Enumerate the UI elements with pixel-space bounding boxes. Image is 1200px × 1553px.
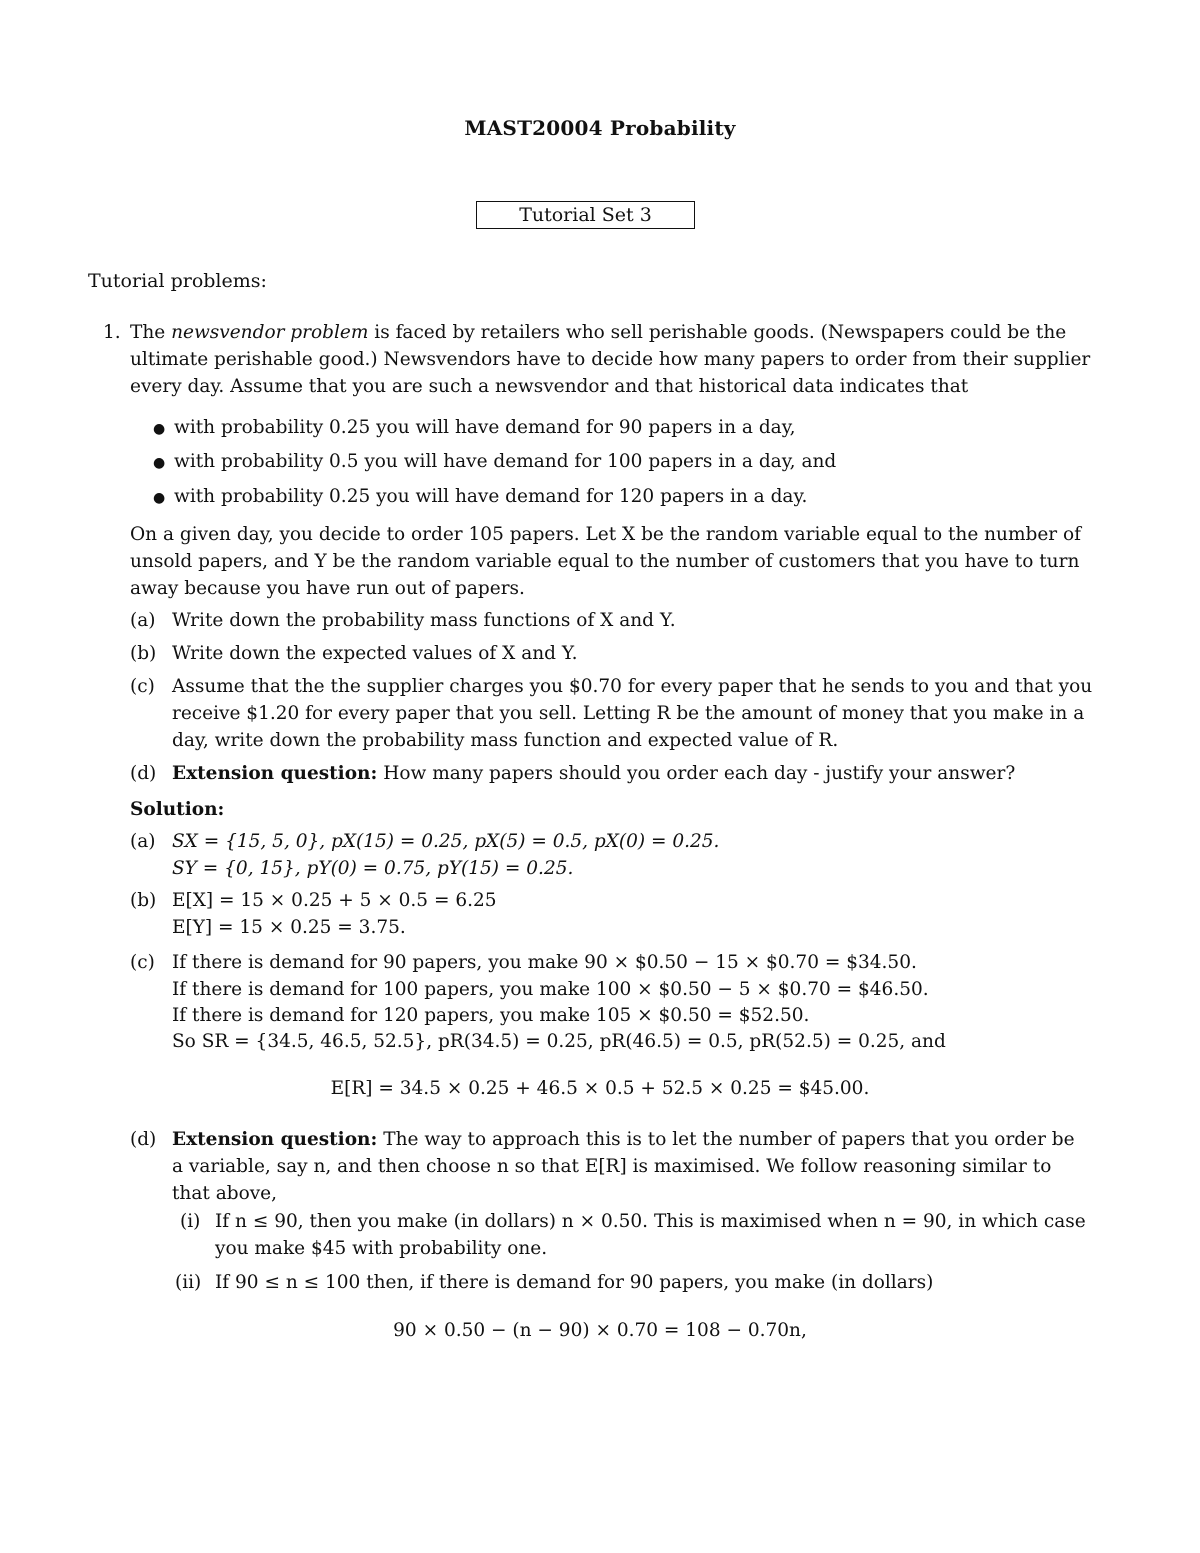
subpart-label: (ii) [175,1272,202,1293]
subpart-line: If 90 ≤ n ≤ 100 then, if there is demand for 90 papers, you make (in dollars) [215,1272,934,1293]
solution-label: (b) [130,890,157,911]
subpart-label: (i) [180,1211,201,1232]
subpart-line: If n ≤ 90, then you make (in dollars) n × 0.50. This is maximised when n = 90, in which case [215,1211,1086,1232]
display-equation: 90 × 0.50 − (n − 90) × 0.70 = 108 − 0.70n, [393,1320,807,1341]
solution-line: So SR = {34.5, 46.5, 52.5}, pR(34.5) = 0.25, pR(46.5) = 0.5, pR(52.5) = 0.25, and [172,1031,946,1052]
tutorial-set-box: Tutorial Set 3 [476,201,695,229]
solution-label: (a) [130,831,156,852]
problem-intro-line: ultimate perishable good.) Newsvendors have to decide how many papers to order from their supplier [130,349,1091,370]
document-title: MAST20004 Probability [464,116,736,140]
extension-question-text: How many papers should you order each day - justify your answer? [383,763,1016,784]
setup-line: On a given day, you decide to order 105 papers. Let X be the random variable equal to the number of [130,524,1082,545]
section-heading: Tutorial problems: [88,270,267,292]
solution-line: If there is demand for 90 papers, you make 90 × $0.50 − 15 × $0.70 = $34.50. [172,952,917,973]
extension-question-label: Extension question: [172,1129,378,1150]
part-text: Write down the expected values of X and Y. [172,643,578,664]
solution-label: (d) [130,1129,157,1150]
part-text: Write down the probability mass functions of X and Y. [172,610,676,631]
solution-heading: Solution: [130,799,225,820]
solution-line: E[Y] = 15 × 0.25 = 3.75. [172,917,406,938]
solution-line: If there is demand for 100 papers, you make 100 × $0.50 − 5 × $0.70 = $46.50. [172,979,929,1000]
part-label: (d) [130,763,157,784]
problem-intro-line: The newsvendor problem is faced by retailers who sell perishable goods. (Newspapers could be the [130,322,1067,343]
problem-number: 1. [103,322,121,343]
part-text: day, write down the probability mass function and expected value of R. [172,730,839,751]
subpart-line: you make $45 with probability one. [215,1238,548,1259]
bullet-icon: ● [153,421,166,437]
setup-line: away because you have run out of papers. [130,578,525,599]
solution-line: a variable, say n, and then choose n so that E[R] is maximised. We follow reasoning similar to [172,1156,1052,1177]
solution-line: If there is demand for 120 papers, you make 105 × $0.50 = $52.50. [172,1005,810,1026]
extension-question-label: Extension question: [172,763,378,784]
solution-line [172,1129,1075,1150]
bullet-icon: ● [153,490,166,506]
part-text [172,763,1015,784]
setup-line: unsold papers, and Y be the random variable equal to the number of customers that you have to turn [130,551,1080,572]
solution-text: The way to approach this is to let the number of papers that you order be [383,1129,1075,1150]
solution-line: that above, [172,1183,277,1204]
problem-intro-line: every day. Assume that you are such a newsvendor and that historical data indicates that [130,376,969,397]
bullet-icon: ● [153,455,166,471]
bullet-item: with probability 0.25 you will have demand for 120 papers in a day. [174,486,808,507]
emphasized-term: newsvendor problem [171,322,369,343]
part-label: (a) [130,610,156,631]
part-label: (c) [130,676,155,697]
bullet-item: with probability 0.25 you will have demand for 90 papers in a day, [174,417,796,438]
solution-line: SX = {15, 5, 0}, pX(15) = 0.25, pX(5) = 0.5, pX(0) = 0.25. [172,831,720,852]
part-label: (b) [130,643,157,664]
solution-label: (c) [130,952,155,973]
display-equation: E[R] = 34.5 × 0.25 + 46.5 × 0.5 + 52.5 × 0.25 = $45.00. [330,1078,870,1099]
solution-line: E[X] = 15 × 0.25 + 5 × 0.5 = 6.25 [172,890,497,911]
solution-line: SY = {0, 15}, pY(0) = 0.75, pY(15) = 0.25. [172,858,574,879]
part-text: receive $1.20 for every paper that you sell. Letting R be the amount of money that you make in a [172,703,1085,724]
bullet-item: with probability 0.5 you will have demand for 100 papers in a day, and [174,451,837,472]
part-text: Assume that the the supplier charges you $0.70 for every paper that he sends to you and that you [172,676,1093,697]
